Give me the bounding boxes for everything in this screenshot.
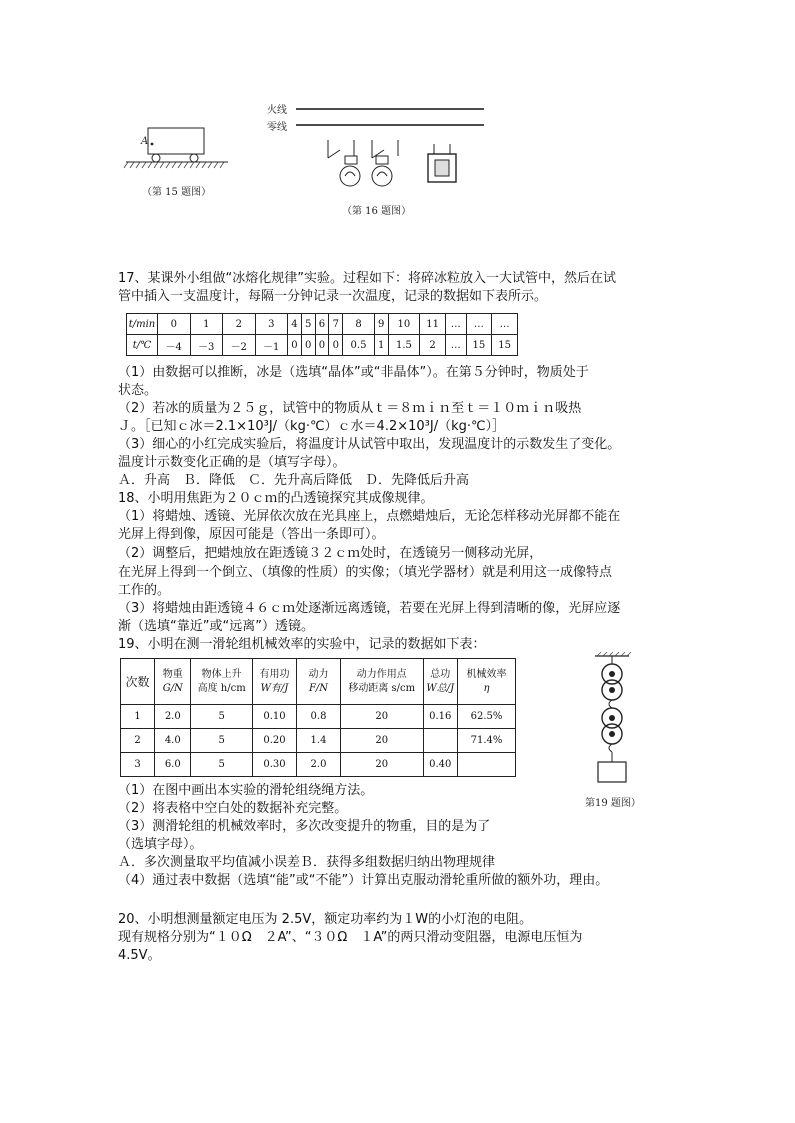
table-cell: 0 xyxy=(288,335,302,356)
table-cell: 11 xyxy=(420,314,446,335)
q20-line-2: 现有规格分别为“１０Ω ２A”、“３０Ω １A”的两只滑动变阻器，电源电压恒为 xyxy=(118,930,583,945)
table-row xyxy=(121,753,516,777)
table-cell: 71.4% xyxy=(458,729,516,753)
table-cell: … xyxy=(445,314,466,335)
pulley-diagram xyxy=(585,652,675,792)
table-cell: 3 xyxy=(255,314,288,335)
table-cell: 2 xyxy=(223,314,256,335)
table-cell: 0.40 xyxy=(423,753,458,777)
table-cell: 20 xyxy=(340,753,423,777)
neutral-wire-label: 零线 xyxy=(267,122,287,133)
table-cell: 0.16 xyxy=(423,705,458,729)
q18-line-6: 工作的。 xyxy=(118,583,171,598)
table-cell: 2 xyxy=(121,729,155,753)
table-cell: 20 xyxy=(340,705,423,729)
q17-sub-6: 温度计示数变化正确的是（填写字母）。 xyxy=(118,455,346,470)
table-cell xyxy=(458,753,516,777)
table-cell: 0 xyxy=(158,314,191,335)
q17-sub-1: （1）由数据可以推断，冰是（选填“晶体”或“非晶体”）。在第５分钟时，物质处于 xyxy=(118,365,589,380)
q17-sub-3: （2）若冰的质量为２５ｇ，试管中的物质从ｔ＝８ｍｉｎ至ｔ＝１０ｍｉｎ吸热 xyxy=(118,401,582,416)
table-row xyxy=(121,729,516,753)
header-cell: 有用功 W有/J xyxy=(252,659,296,705)
table-cell: 2.0 xyxy=(155,705,191,729)
table-cell: 10 xyxy=(388,314,420,335)
circuit-diagram xyxy=(262,98,492,198)
table-cell: 4 xyxy=(288,314,302,335)
live-wire-label: 火线 xyxy=(267,105,287,116)
table-cell: 0.30 xyxy=(252,753,296,777)
table-cell: 0.10 xyxy=(252,705,296,729)
point-a-label: A xyxy=(141,136,149,147)
table-row xyxy=(127,314,518,335)
table-cell xyxy=(423,729,458,753)
table-cell: 1 xyxy=(374,335,388,356)
q18-line-5: 在光屏上得到一个倒立、（填像的性质）的实像；（填光学器材）就是利用这一成像特点 xyxy=(118,565,613,580)
q19-sub-1: （1）在图中画出本实验的滑轮组绕绳方法。 xyxy=(118,783,374,798)
table-cell: 9 xyxy=(374,314,388,335)
figure-16-caption: （第 16 题图） xyxy=(342,206,412,217)
table-cell: －3 xyxy=(190,335,223,356)
q18-line-3: 光屏上得到像，原因可能是（答出一条即可）。 xyxy=(118,527,385,542)
table-row xyxy=(121,705,516,729)
q18-line-8: 渐（选填“靠近”或“远离”）透镜。 xyxy=(118,619,314,634)
table-cell: 6.0 xyxy=(155,753,191,777)
header-cell: 次数 xyxy=(121,659,155,705)
table-cell: 0 xyxy=(301,335,315,356)
header-cell: 物重 G/N xyxy=(155,659,191,705)
table-cell: 5 xyxy=(191,705,252,729)
table-cell: 0.20 xyxy=(252,729,296,753)
table-cell: 15 xyxy=(466,335,492,356)
q17-sub-5: （3）细心的小红完成实验后，将温度计从试管中取出，发现温度计的示数发生了变化。 xyxy=(118,437,621,452)
table-cell: 5 xyxy=(191,729,252,753)
q17-sub-7: Ａ．升高 Ｂ．降低 Ｃ．先升高后降低 Ｄ．先降低后升高 xyxy=(118,473,470,488)
q20-line-3: 4.5V。 xyxy=(118,948,161,963)
q19-sub-6: （4）通过表中数据（选填“能”或“不能”）计算出克服动滑轮重所做的额外功，理由。 xyxy=(118,873,609,888)
q18-line-7: （3）将蜡烛由距透镜４６ｃｍ处逐渐远离透镜，若要在光屏上得到清晰的像，光屏应逐 xyxy=(118,601,621,616)
table-cell: 1.5 xyxy=(388,335,420,356)
cart-diagram xyxy=(118,120,238,180)
table-cell: －2 xyxy=(223,335,256,356)
table-cell: 1.4 xyxy=(297,729,341,753)
table-cell: 2.0 xyxy=(297,753,341,777)
figure-19-caption: 第19 题图） xyxy=(585,798,641,809)
table-cell: 62.5% xyxy=(458,705,516,729)
header-cell: 动力 F/N xyxy=(297,659,341,705)
table-cell: 1 xyxy=(121,705,155,729)
q18-line-1: 18、小明用焦距为２０ｃｍ的凸透镜探究其成像规律。 xyxy=(118,491,434,506)
table-cell: 4.0 xyxy=(155,729,191,753)
table-cell: 2 xyxy=(420,335,446,356)
table-row xyxy=(127,335,518,356)
q19-sub-3: （3）测滑轮组的机械效率时，多次改变提升的物重，目的是为了 xyxy=(118,819,491,834)
q19-intro: 19、小明在测一滑轮组机械效率的实验中，记录的数据如下表： xyxy=(118,637,486,652)
table-cell: … xyxy=(466,314,492,335)
header-cell: 机械效率 η xyxy=(458,659,516,705)
table-cell: t/℃ xyxy=(127,335,158,356)
table-cell: 0 xyxy=(315,335,329,356)
table-cell: 7 xyxy=(329,314,343,335)
q19-sub-5: Ａ．多次测量取平均值减小误差Ｂ．获得多组数据归纳出物理规律 xyxy=(118,855,496,870)
figure-16 xyxy=(262,98,492,218)
figure-15 xyxy=(118,120,238,200)
table-cell: 5 xyxy=(191,753,252,777)
table-cell: －1 xyxy=(255,335,288,356)
figure-19 xyxy=(585,652,675,812)
table-cell: 8 xyxy=(343,314,375,335)
table-cell: 5 xyxy=(301,314,315,335)
table-cell: 20 xyxy=(340,729,423,753)
q20-line-1: 20、小明想测量额定电压为 2.5V，额定功率约为１W的小灯泡的电阻。 xyxy=(118,912,533,927)
header-cell: 物体上升 高度 h/cm xyxy=(191,659,252,705)
table-cell: 1 xyxy=(190,314,223,335)
table-cell: 0.8 xyxy=(297,705,341,729)
table-cell: 0 xyxy=(329,335,343,356)
header-cell: 动力作用点 移动距离 s/cm xyxy=(340,659,423,705)
header-cell: 总功 W总/J xyxy=(423,659,458,705)
q18-line-2: （1）将蜡烛、透镜、光屏依次放在光具座上，点燃蜡烛后，无论怎样移动光屏都不能在 xyxy=(118,509,621,524)
table-cell: 3 xyxy=(121,753,155,777)
table-cell: 15 xyxy=(492,335,518,356)
q19-data-table xyxy=(120,658,516,777)
q17-line-1: 17、某课外小组做“冰熔化规律”实验。过程如下：将碎冰粒放入一大试管中，然后在试 xyxy=(118,271,617,286)
q17-data-table xyxy=(126,313,518,356)
table-header-row xyxy=(121,659,516,705)
table-cell: … xyxy=(492,314,518,335)
q19-sub-4: （选填字母）。 xyxy=(118,837,203,852)
q17-sub-2: 状态。 xyxy=(118,383,158,398)
table-cell: －4 xyxy=(158,335,191,356)
table-cell: 0.5 xyxy=(343,335,375,356)
q17-sub-4: Ｊ。［已知ｃ冰＝2.1×10³J/（kg·℃）ｃ水＝4.2×10³J/（kg·℃）］ xyxy=(118,419,506,434)
q17-line-2: 管中插入一支温度计，每隔一分钟记录一次温度，记录的数据如下表所示。 xyxy=(118,289,548,304)
table-cell: … xyxy=(445,335,466,356)
q18-line-4: （2）调整后，把蜡烛放在距透镜３２ｃｍ处时，在透镜另一侧移动光屏， xyxy=(118,546,543,561)
figure-15-caption: （第 15 题图） xyxy=(142,187,212,198)
table-cell: 6 xyxy=(315,314,329,335)
q19-sub-2: （2）将表格中空白处的数据补充完整。 xyxy=(118,801,348,816)
table-cell: t/min xyxy=(127,314,158,335)
